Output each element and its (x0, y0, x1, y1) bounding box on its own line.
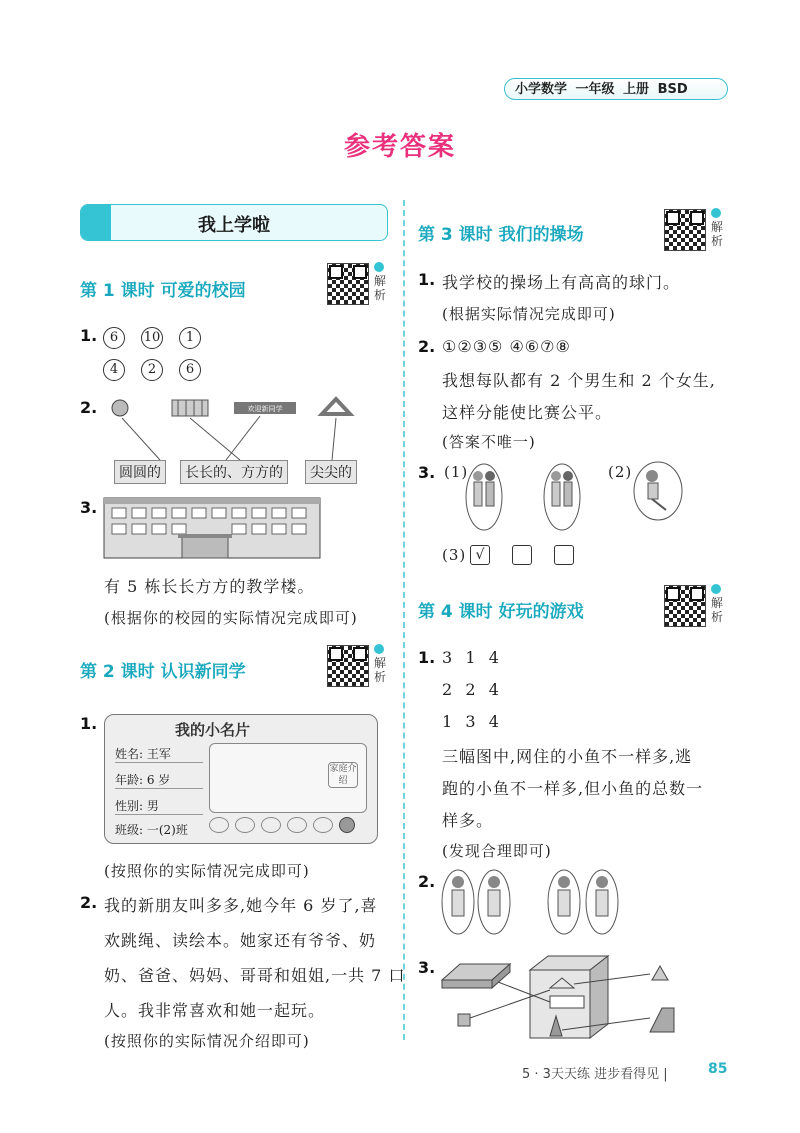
children-group-images (462, 462, 592, 532)
footer-brand: 5 · 3天天练 进步看得见 | (522, 1067, 668, 1082)
l3-q3-part2-label: (2) (608, 463, 633, 481)
page-title: 参考答案 (343, 132, 456, 162)
lesson4-title: 第 4 课时 好玩的游戏 (418, 602, 584, 622)
ball-icon (112, 400, 128, 416)
family-intro-label: 家庭介绍 (329, 764, 357, 786)
card-title: 我的小名片 (175, 721, 251, 739)
l1-q3-number: 3. (80, 498, 98, 517)
school-building-image (102, 494, 324, 562)
l1-q1-row2 (103, 358, 217, 381)
l4-q1-row: 3 1 4 (442, 648, 500, 667)
page-number: 85 (708, 1061, 728, 1077)
lesson1-qr-code[interactable] (327, 263, 369, 305)
jiexi-label: 解析 (374, 656, 387, 684)
l2-q2-note: (按照你的实际情况介绍即可) (104, 1032, 310, 1050)
circled-number: 6 (103, 327, 125, 349)
circled-number: 4 (103, 359, 125, 381)
ruler-icon (172, 400, 208, 416)
jiexi-label: 解析 (711, 596, 724, 624)
l4-q1-line: 样多。 (442, 811, 494, 830)
lesson2-title: 第 2 课时 认识新同学 (80, 662, 246, 682)
unit-title-box (80, 204, 388, 241)
label-long-square: 长长的、方方的 (180, 460, 288, 484)
l3-q2-note: (答案不唯一) (442, 433, 536, 451)
l1-q1-row1 (103, 326, 217, 349)
l1-q2-number: 2. (80, 398, 98, 417)
l4-q1-row: 2 2 4 (442, 680, 500, 699)
l2-q1-number: 1. (80, 714, 98, 733)
circled-number: 6 (179, 359, 201, 381)
lesson3-title: 第 3 课时 我们的操场 (418, 225, 584, 245)
triangle-ruler-icon (322, 399, 350, 414)
checkbox-checked[interactable]: √ (470, 545, 490, 565)
lesson2-jiexi[interactable] (374, 644, 388, 684)
l4-q1-number: 1. (418, 648, 436, 667)
label-pointy: 尖尖的 (305, 460, 357, 484)
card-gender: 性别: 男 (115, 797, 203, 815)
checkbox-empty[interactable] (554, 545, 574, 565)
child-kicking-image (632, 460, 684, 522)
l2-q2-line: 我的新朋友叫多多,她今年 6 岁了,喜 (104, 896, 378, 915)
lesson4-qr-code[interactable] (664, 585, 706, 627)
lesson4-jiexi[interactable] (711, 584, 725, 624)
l3-q3-number: 3. (418, 463, 436, 482)
l3-q1-answer: 我学校的操场上有高高的球门。 (442, 273, 681, 292)
name-card (104, 714, 378, 844)
l2-q2-line: 欢跳绳、读绘本。她家还有爷爷、奶 (104, 931, 377, 950)
l3-q3-checkboxes (470, 544, 596, 565)
welcome-sign-text: 欢迎新同学 (247, 405, 283, 413)
l3-q2-line: 我想每队都有 2 个男生和 2 个女生, (442, 371, 716, 390)
l4-q1-row: 1 3 4 (442, 712, 500, 731)
book-label: 小学数学 一年级 上册 BSD (504, 78, 728, 100)
card-age: 年龄: 6 岁 (115, 771, 203, 789)
l4-q1-line: 跑的小鱼不一样多,但小鱼的总数一 (442, 779, 704, 798)
jiexi-label: 解析 (711, 220, 724, 248)
lesson1-jiexi[interactable] (374, 262, 388, 302)
l2-q2-line: 奶、爸爸、妈妈、哥哥和姐姐,一共 7 口 (104, 966, 406, 985)
jiexi-label: 解析 (374, 274, 387, 302)
l2-q1-note: (按照你的实际情况完成即可) (104, 862, 310, 880)
hobby-icons-row (209, 817, 369, 835)
l3-q3-part1-label: (1) (444, 463, 469, 481)
card-name: 姓名: 王军 (115, 745, 203, 763)
family-photo (209, 743, 367, 813)
l1-q3-answer: 有 5 栋长长方方的教学楼。 (104, 577, 315, 596)
lesson3-jiexi[interactable] (711, 208, 725, 248)
l3-q2-number: 2. (418, 337, 436, 356)
l4-q2-number: 2. (418, 872, 436, 891)
l3-q1-number: 1. (418, 270, 436, 289)
label-round: 圆圆的 (114, 460, 166, 484)
checkbox-empty[interactable] (512, 545, 532, 565)
l3-q1-note: (根据实际情况完成即可) (442, 305, 616, 323)
l2-q2-number: 2. (80, 893, 98, 912)
l1-q1-number: 1. (80, 326, 98, 345)
l3-q2-line: 这样分能使比赛公平。 (442, 403, 613, 422)
circled-number: 2 (141, 359, 163, 381)
l4-q3-number: 3. (418, 958, 436, 977)
unit-title: 我上学啦 (198, 215, 270, 236)
l3-q3-part3-label: (3) (442, 546, 467, 564)
lesson1-title: 第 1 课时 可爱的校园 (80, 281, 246, 301)
circled-number: 10 (141, 327, 163, 349)
l4-q1-note: (发现合理即可) (442, 842, 552, 860)
circled-number: 1 (179, 327, 201, 349)
column-divider (403, 200, 405, 1040)
l1-q3-note: (根据你的校园的实际情况完成即可) (104, 609, 358, 627)
children-pairs-images (440, 866, 630, 938)
l4-q1-line: 三幅图中,网住的小鱼不一样多,逃 (442, 747, 693, 766)
l2-q2-line: 人。我非常喜欢和她一起玩。 (104, 1001, 326, 1020)
lesson3-qr-code[interactable] (664, 209, 706, 251)
card-class: 班级: 一(2)班 (115, 823, 188, 837)
shapes-matching-diagram (438, 952, 688, 1044)
l3-q2-groups: ①②③⑤ ④⑥⑦⑧ (442, 337, 571, 356)
lesson2-qr-code[interactable] (327, 645, 369, 687)
